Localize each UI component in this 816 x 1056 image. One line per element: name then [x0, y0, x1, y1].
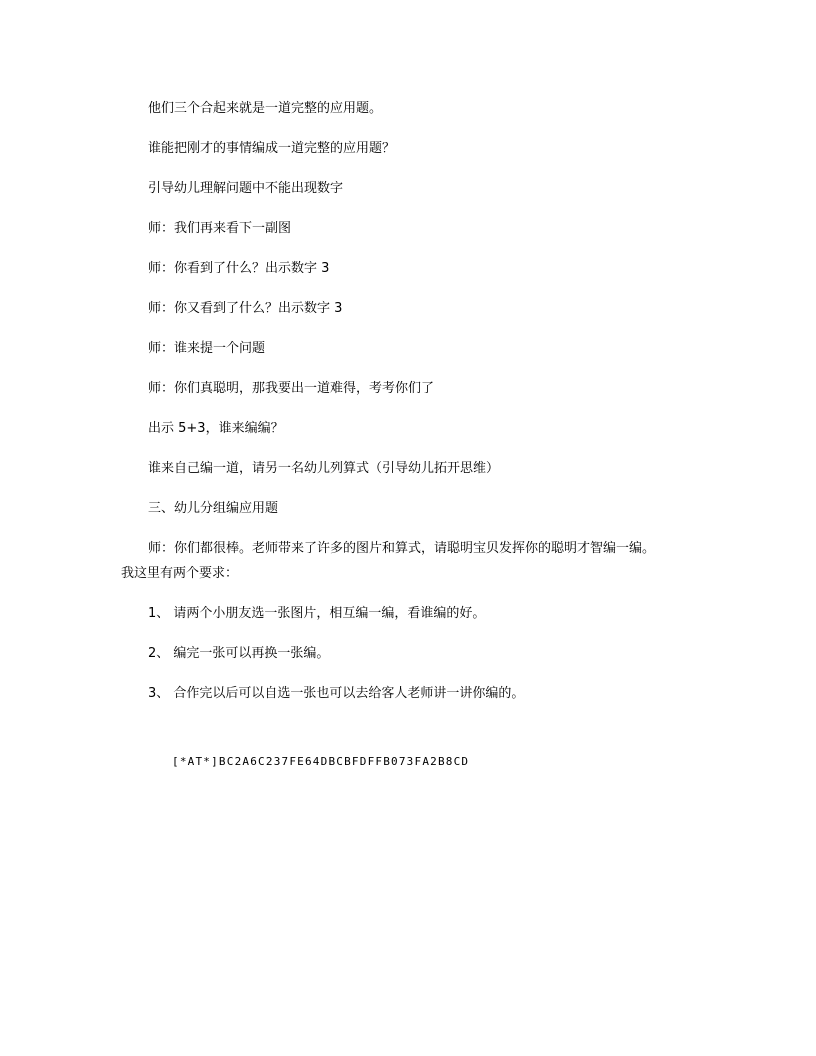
footer-code: [*AT*]BC2A6C237FE64DBCBFDFFB073FA2B8CD [172, 755, 470, 768]
paragraph-7: 师：谁来提一个问题 [148, 341, 266, 356]
list-item-1: 1、 请两个小朋友选一张图片，相互编一编，看谁编的好。 [148, 606, 486, 621]
paragraph-5: 师：你看到了什么？出示数字 3 [148, 261, 330, 276]
paragraph-12: 师：你们都很棒。老师带来了许多的图片和算式，请聪明宝贝发挥你的聪明才智编一编。 [148, 541, 656, 556]
paragraph-1: 他们三个合起来就是一道完整的应用题。 [148, 101, 383, 116]
paragraph-12-continued: 我这里有两个要求： [121, 566, 239, 581]
paragraph-3: 引导幼儿理解问题中不能出现数字 [148, 181, 344, 196]
paragraph-9: 出示 5+3，谁来编编？ [148, 421, 284, 436]
list-item-2: 2、 编完一张可以再换一张编。 [148, 646, 330, 661]
paragraph-8: 师：你们真聪明，那我要出一道难得，考考你们了 [148, 381, 435, 396]
list-item-3: 3、 合作完以后可以自选一张也可以去给客人老师讲一讲你编的。 [148, 686, 525, 701]
paragraph-2: 谁能把刚才的事情编成一道完整的应用题？ [148, 141, 396, 156]
paragraph-4: 师：我们再来看下一副图 [148, 221, 292, 236]
paragraph-10: 谁来自己编一道，请另一名幼儿列算式（引导幼儿拓开思维） [148, 461, 500, 476]
paragraph-6: 师：你又看到了什么？出示数字 3 [148, 301, 343, 316]
section-heading: 三、幼儿分组编应用题 [148, 501, 279, 516]
